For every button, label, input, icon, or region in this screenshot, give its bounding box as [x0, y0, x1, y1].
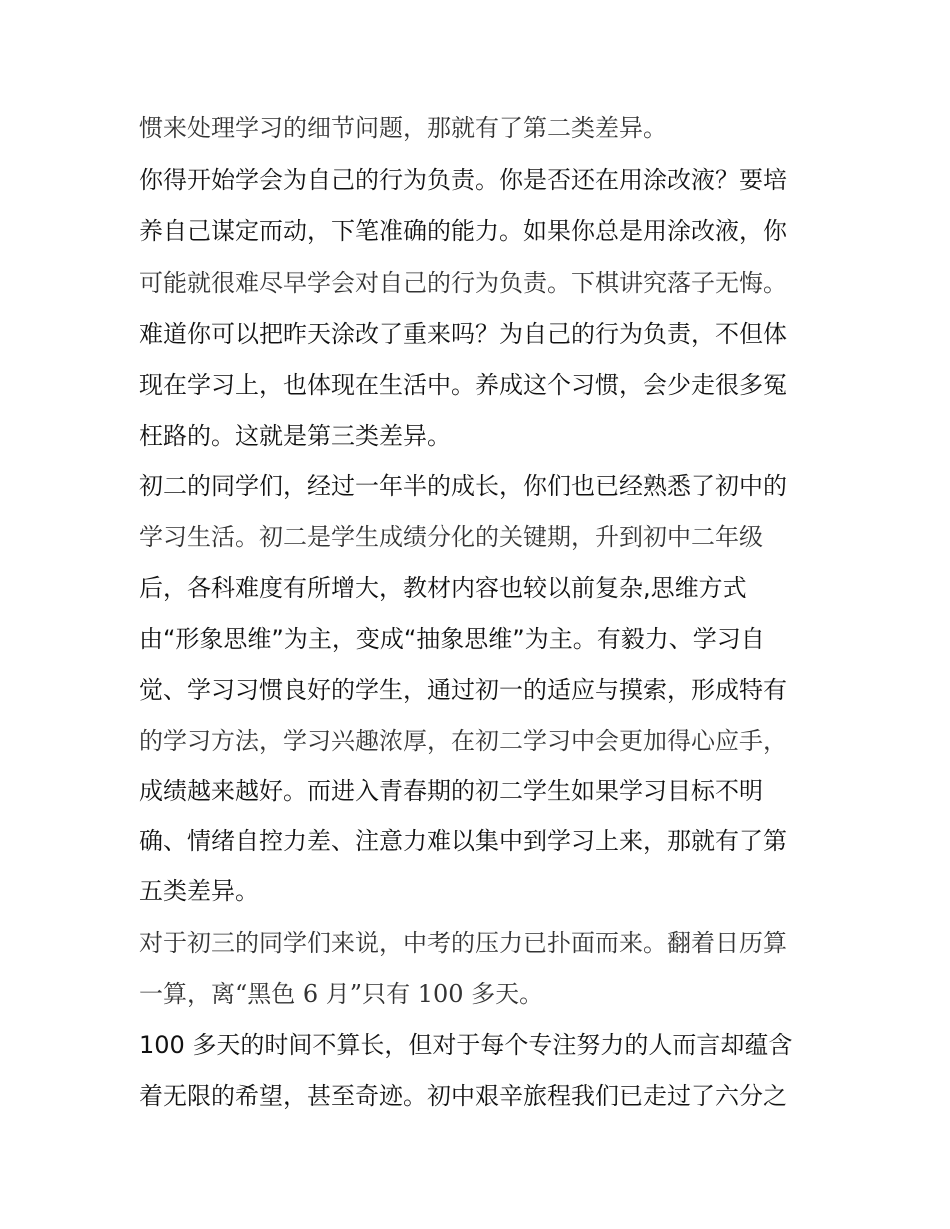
- text-line-13: 的学习方法，学习兴趣浓厚，在初二学习中会更加得心应手，: [139, 727, 787, 755]
- text-line-12: 觉、学习习惯良好的学生，通过初一的适应与摸索，形成特有: [139, 676, 787, 704]
- text-line-20: 着无限的希望，甚至奇迹。初中艰辛旅程我们已走过了六分之: [139, 1082, 787, 1110]
- text-line-10: 后，各科难度有所增大，教材内容也较以前复杂,思维方式: [139, 574, 747, 602]
- text-line-4: 可能就很难尽早学会对自己的行为负责。下棋讲究落子无悔。: [139, 269, 787, 297]
- text-line-15: 确、情绪自控力差、注意力难以集中到学习上来，那就有了第: [139, 827, 787, 855]
- text-line-7: 枉路的。这就是第三类差异。: [139, 422, 451, 450]
- text-line-5: 难道你可以把昨天涂改了重来吗？为自己的行为负责，不但体: [139, 320, 787, 348]
- text-line-16: 五类差异。: [139, 877, 259, 905]
- text-line-2: 你得开始学会为自己的行为负责。你是否还在用涂改液？要培: [139, 166, 787, 194]
- text-line-8: 初二的同学们，经过一年半的成长，你们也已经熟悉了初中的: [139, 472, 787, 500]
- text-line-18: 一算，离“黑色 6 月”只有 100 多天。: [139, 980, 544, 1008]
- text-line-19: 100 多天的时间不算长，但对于每个专注努力的人而言却蕴含: [139, 1031, 793, 1059]
- text-line-1: 惯来处理学习的细节问题，那就有了第二类差异。: [139, 114, 667, 142]
- text-line-3: 养自己谋定而动，下笔准确的能力。如果你总是用涂改液，你: [139, 217, 787, 245]
- text-line-14: 成绩越来越好。而进入青春期的初二学生如果学习目标不明: [139, 777, 763, 805]
- text-line-9: 学习生活。初二是学生成绩分化的关键期，升到初中二年级: [139, 523, 763, 551]
- text-line-17: 对于初三的同学们来说，中考的压力已扑面而来。翻着日历算: [139, 929, 787, 957]
- text-line-6: 现在学习上，也体现在生活中。养成这个习惯，会少走很多冤: [139, 371, 787, 399]
- text-line-11: 由“形象思维”为主，变成“抽象思维”为主。有毅力、学习自: [139, 625, 765, 653]
